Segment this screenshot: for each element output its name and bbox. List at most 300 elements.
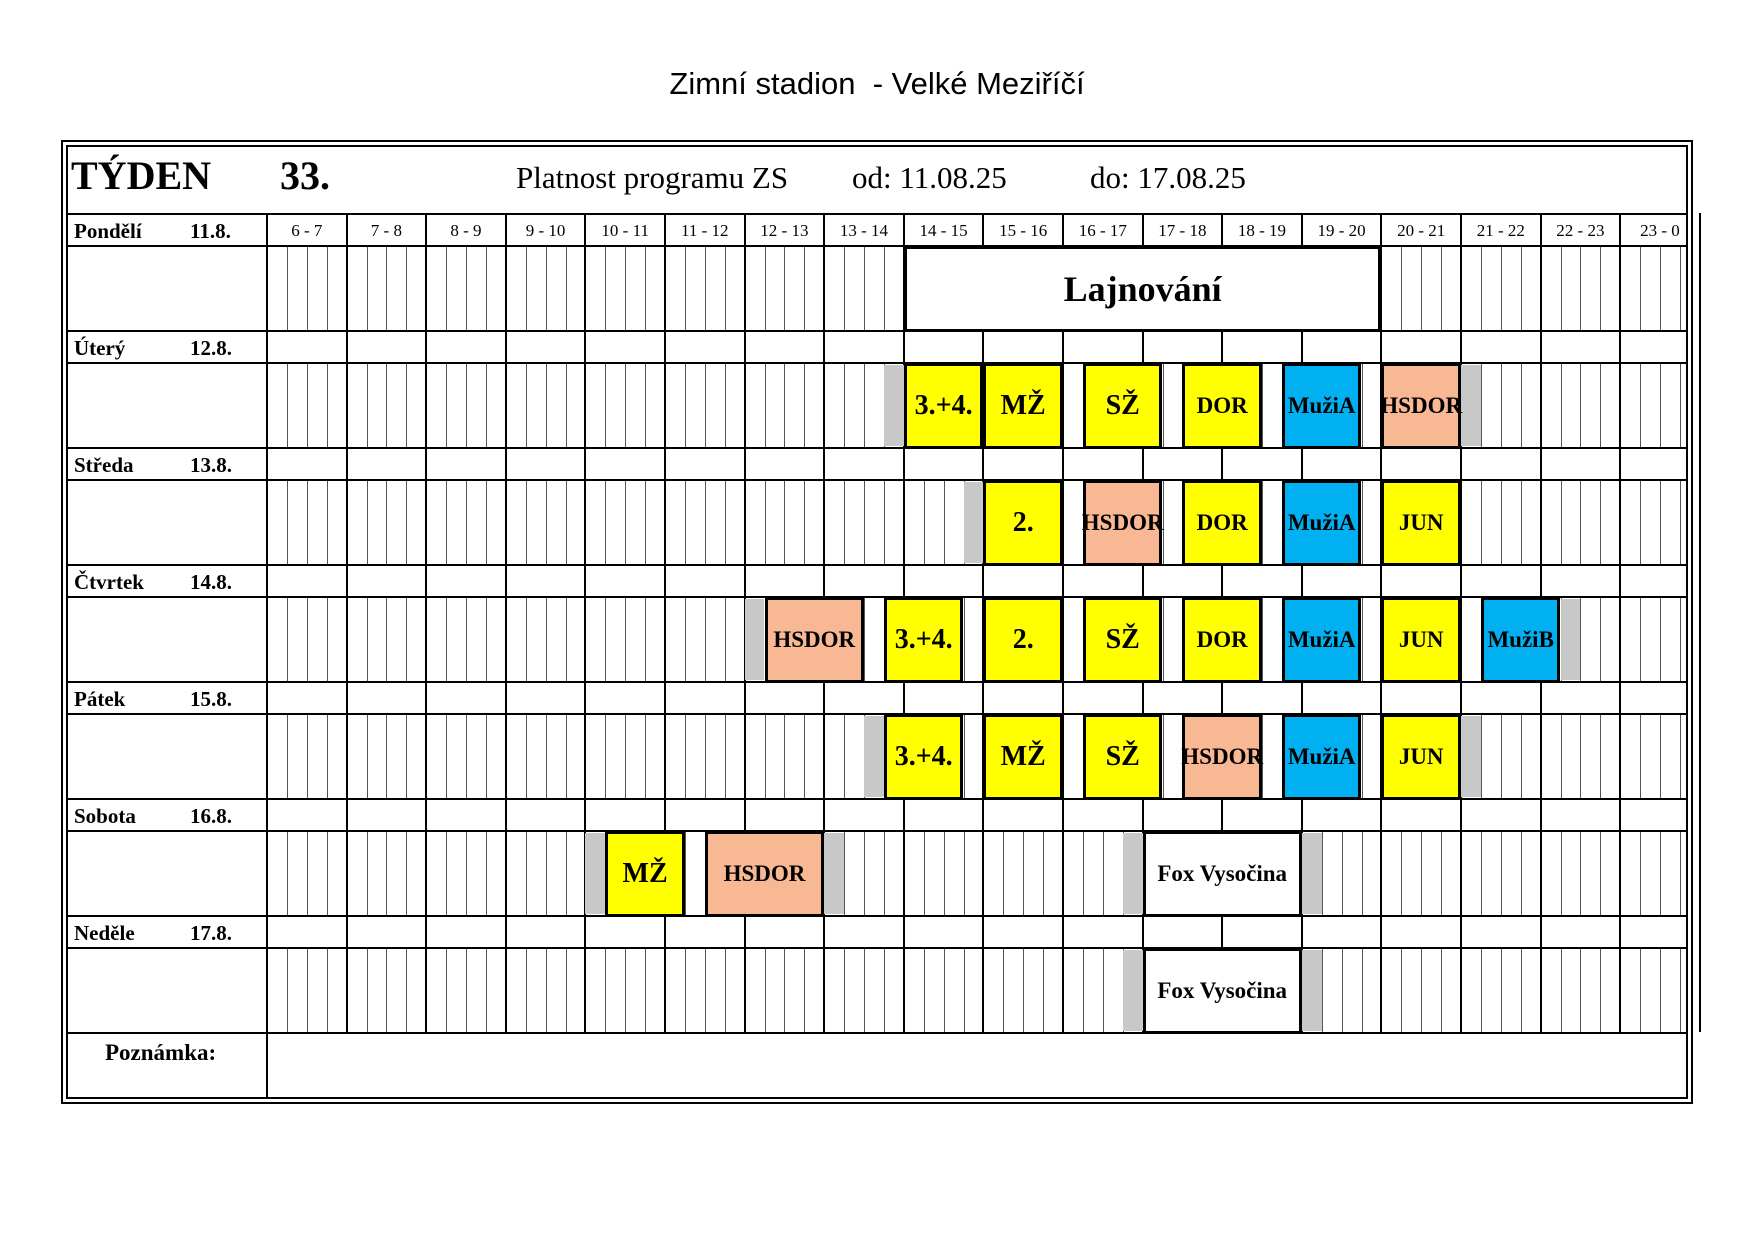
day-name: Neděle	[74, 921, 135, 945]
quarter-line	[526, 247, 527, 330]
quarter-line	[566, 481, 567, 564]
event-label: MŽ	[1000, 389, 1046, 421]
event-block[interactable]	[1182, 363, 1262, 449]
quarter-line	[765, 715, 766, 798]
quarter-line	[705, 364, 706, 447]
quarter-line	[844, 949, 845, 1032]
quarter-line	[944, 481, 945, 564]
quarter-line	[765, 247, 766, 330]
note-separator	[66, 1032, 1688, 1034]
event-label: HS	[1081, 510, 1113, 536]
quarter-line	[844, 832, 845, 915]
hour-line	[1619, 213, 1621, 1032]
quarter-line	[367, 949, 368, 1032]
page-title: Zimní stadion - Velké Meziříčí	[669, 66, 1085, 101]
quarter-line	[466, 247, 467, 330]
quarter-line	[1561, 364, 1562, 447]
quarter-line	[307, 481, 308, 564]
day-name: Pondělí	[74, 219, 142, 243]
quarter-line	[466, 364, 467, 447]
quarter-line	[466, 949, 467, 1032]
quarter-line	[804, 715, 805, 798]
quarter-line	[327, 364, 328, 447]
quarter-line	[1561, 247, 1562, 330]
quarter-line	[1580, 598, 1581, 681]
header-separator	[66, 213, 1688, 215]
event-label: JUN	[1398, 744, 1444, 770]
event-label: DOR	[804, 627, 856, 653]
quarter-line	[725, 247, 726, 330]
quarter-line	[1481, 247, 1482, 330]
quarter-line	[566, 949, 567, 1032]
event-label: HS	[773, 627, 805, 653]
quarter-line	[1103, 949, 1104, 1032]
event-block[interactable]	[605, 831, 685, 917]
quarter-line	[526, 364, 527, 447]
time-slot-label: 15 - 16	[999, 221, 1048, 240]
quarter-line	[1262, 481, 1263, 564]
quarter-line	[386, 247, 387, 330]
quarter-line	[446, 247, 447, 330]
quarter-line	[466, 481, 467, 564]
quarter-line	[1481, 364, 1482, 447]
quarter-line	[1640, 832, 1641, 915]
quarter-line	[864, 364, 865, 447]
quarter-line	[287, 247, 288, 330]
quarter-line	[1441, 949, 1442, 1032]
event-label: 3.+4.	[914, 389, 973, 421]
quarter-line	[307, 949, 308, 1032]
quarter-line	[526, 832, 527, 915]
quarter-line	[1401, 949, 1402, 1032]
quarter-line	[804, 364, 805, 447]
quarter-line	[526, 949, 527, 1032]
event-block[interactable]	[1083, 480, 1163, 566]
quarter-line	[944, 832, 945, 915]
quarter-line	[625, 364, 626, 447]
prep-bar	[1302, 833, 1322, 914]
day-name: Pátek	[74, 687, 126, 711]
quarter-line	[804, 949, 805, 1032]
quarter-line	[645, 715, 646, 798]
event-block[interactable]	[983, 714, 1063, 800]
quarter-line	[1580, 949, 1581, 1032]
quarter-line	[307, 598, 308, 681]
event-block[interactable]	[884, 714, 964, 800]
event-label: HS	[1181, 744, 1212, 770]
event-block[interactable]	[1381, 480, 1461, 566]
quarter-line	[1680, 832, 1681, 915]
quarter-line	[486, 832, 487, 915]
event-label: A	[1338, 510, 1356, 536]
quarter-line	[725, 481, 726, 564]
event-label: DOR	[1112, 510, 1164, 536]
prep-bar	[1561, 599, 1581, 680]
quarter-line	[327, 247, 328, 330]
quarter-line	[1600, 481, 1601, 564]
event-label: Muži	[1287, 510, 1339, 536]
quarter-line	[1003, 949, 1004, 1032]
event-block[interactable]	[705, 831, 824, 917]
quarter-line	[725, 364, 726, 447]
quarter-line	[367, 832, 368, 915]
event-label: DOR	[1211, 744, 1264, 770]
event-block[interactable]	[904, 246, 1382, 332]
event-block[interactable]	[1381, 714, 1461, 800]
quarter-line	[367, 247, 368, 330]
quarter-line	[1521, 715, 1522, 798]
day-date: 14.8.	[190, 570, 232, 594]
quarter-line	[1521, 832, 1522, 915]
quarter-line	[1043, 949, 1044, 1032]
time-slot-label: 10 - 11	[601, 221, 649, 240]
quarter-line	[406, 481, 407, 564]
quarter-line	[1640, 364, 1641, 447]
quarter-line	[566, 715, 567, 798]
quarter-line	[685, 598, 686, 681]
quarter-line	[446, 949, 447, 1032]
day-name: Sobota	[74, 804, 136, 828]
quarter-line	[725, 598, 726, 681]
day-date: 17.8.	[190, 921, 232, 945]
quarter-line	[566, 364, 567, 447]
quarter-line	[446, 715, 447, 798]
quarter-line	[944, 949, 945, 1032]
quarter-line	[486, 247, 487, 330]
quarter-line	[1660, 598, 1661, 681]
event-label: Fox Vysočina	[1157, 861, 1288, 887]
quarter-line	[1640, 949, 1641, 1032]
quarter-line	[924, 481, 925, 564]
quarter-line	[287, 598, 288, 681]
week-label: TÝDEN	[71, 153, 212, 198]
event-label: 3.+4.	[894, 623, 953, 655]
quarter-line	[1421, 247, 1422, 330]
quarter-line	[1580, 364, 1581, 447]
quarter-line	[1501, 247, 1502, 330]
quarter-line	[685, 832, 686, 915]
event-block[interactable]	[1381, 597, 1461, 683]
row-separator	[66, 947, 1688, 949]
event-label: SŽ	[1105, 389, 1140, 421]
quarter-line	[1680, 949, 1681, 1032]
time-slot-label: 13 - 14	[839, 221, 889, 240]
quarter-line	[486, 598, 487, 681]
quarter-line	[1481, 832, 1482, 915]
event-block[interactable]	[1143, 831, 1302, 917]
event-label: HS	[1380, 393, 1411, 419]
quarter-line	[1640, 598, 1641, 681]
quarter-line	[1561, 949, 1562, 1032]
quarter-line	[924, 949, 925, 1032]
day-name: Středa	[74, 453, 134, 477]
quarter-line	[1680, 247, 1681, 330]
quarter-line	[1600, 832, 1601, 915]
quarter-line	[625, 598, 626, 681]
event-label: Muži	[1287, 393, 1339, 419]
event-label: DOR	[1196, 627, 1248, 653]
event-label: 2.	[1012, 623, 1034, 655]
quarter-line	[844, 715, 845, 798]
quarter-line	[705, 481, 706, 564]
quarter-line	[1660, 364, 1661, 447]
quarter-line	[1521, 481, 1522, 564]
event-label: Fox Vysočina	[1157, 978, 1288, 1004]
time-slot-label: 21 - 22	[1476, 221, 1525, 240]
quarter-line	[1600, 598, 1601, 681]
event-block[interactable]	[1282, 363, 1362, 449]
event-label: JUN	[1398, 627, 1444, 653]
quarter-line	[1401, 832, 1402, 915]
quarter-line	[307, 364, 308, 447]
event-block[interactable]	[1282, 597, 1362, 683]
quarter-line	[725, 949, 726, 1032]
quarter-line	[1600, 715, 1601, 798]
quarter-line	[1322, 949, 1323, 1032]
quarter-line	[625, 949, 626, 1032]
quarter-line	[466, 715, 467, 798]
quarter-line	[1023, 832, 1024, 915]
quarter-line	[406, 364, 407, 447]
quarter-line	[386, 481, 387, 564]
quarter-line	[386, 598, 387, 681]
quarter-line	[784, 364, 785, 447]
event-block[interactable]	[1083, 597, 1163, 683]
row-separator	[66, 330, 1688, 332]
quarter-line	[1580, 832, 1581, 915]
quarter-line	[546, 481, 547, 564]
quarter-line	[566, 598, 567, 681]
quarter-line	[1163, 715, 1164, 798]
quarter-line	[784, 481, 785, 564]
event-block[interactable]	[1083, 363, 1163, 449]
quarter-line	[1322, 832, 1323, 915]
quarter-line	[645, 949, 646, 1032]
quarter-line	[1501, 364, 1502, 447]
prep-bar	[964, 482, 984, 563]
event-label: SŽ	[1105, 740, 1140, 772]
quarter-line	[287, 481, 288, 564]
quarter-line	[1421, 832, 1422, 915]
quarter-line	[486, 481, 487, 564]
event-label: DOR	[1410, 393, 1463, 419]
event-block[interactable]	[1182, 597, 1262, 683]
quarter-line	[446, 832, 447, 915]
event-label: MŽ	[622, 857, 668, 889]
quarter-line	[625, 247, 626, 330]
quarter-line	[1660, 832, 1661, 915]
quarter-line	[1561, 481, 1562, 564]
event-block[interactable]	[1182, 714, 1262, 800]
event-label: HS	[723, 861, 755, 887]
time-slot-label: 12 - 13	[760, 221, 809, 240]
quarter-line	[327, 481, 328, 564]
quarter-line	[964, 598, 965, 681]
event-block[interactable]	[765, 597, 865, 683]
quarter-line	[526, 715, 527, 798]
quarter-line	[1362, 481, 1363, 564]
quarter-line	[784, 247, 785, 330]
quarter-line	[1521, 247, 1522, 330]
quarter-line	[685, 715, 686, 798]
quarter-line	[307, 832, 308, 915]
event-block[interactable]	[1182, 480, 1262, 566]
quarter-line	[784, 715, 785, 798]
quarter-line	[1501, 832, 1502, 915]
event-label: Muži	[1287, 744, 1339, 770]
quarter-line	[705, 598, 706, 681]
time-slot-label: 7 - 8	[370, 221, 402, 240]
quarter-line	[307, 247, 308, 330]
quarter-line	[1580, 247, 1581, 330]
week-number: 33.	[280, 153, 330, 198]
quarter-line	[964, 949, 965, 1032]
quarter-line	[844, 247, 845, 330]
quarter-line	[287, 949, 288, 1032]
quarter-line	[1600, 949, 1601, 1032]
prep-bar	[824, 833, 844, 914]
validity-label: Platnost programu ZS	[516, 160, 789, 195]
quarter-line	[605, 364, 606, 447]
day-date: 15.8.	[190, 687, 232, 711]
event-label: 3.+4.	[894, 740, 953, 772]
quarter-line	[1600, 247, 1601, 330]
quarter-line	[1023, 949, 1024, 1032]
quarter-line	[486, 715, 487, 798]
quarter-line	[566, 247, 567, 330]
quarter-line	[765, 364, 766, 447]
quarter-line	[1660, 949, 1661, 1032]
quarter-line	[1680, 364, 1681, 447]
quarter-line	[327, 949, 328, 1032]
note-label: Poznámka:	[105, 1040, 217, 1065]
hour-line	[346, 213, 348, 1032]
quarter-line	[1262, 364, 1263, 447]
prep-bar	[1123, 833, 1143, 914]
quarter-line	[784, 949, 785, 1032]
day-date: 11.8.	[190, 219, 231, 243]
quarter-line	[1421, 949, 1422, 1032]
quarter-line	[486, 949, 487, 1032]
event-block[interactable]	[983, 480, 1063, 566]
time-slot-label: 11 - 12	[681, 221, 729, 240]
quarter-line	[367, 598, 368, 681]
valid-to: do: 17.08.25	[1090, 160, 1246, 195]
prep-bar	[1302, 950, 1322, 1031]
quarter-line	[645, 481, 646, 564]
quarter-line	[446, 481, 447, 564]
row-separator	[66, 830, 1688, 832]
day-name: Čtvrtek	[74, 570, 144, 594]
quarter-line	[466, 832, 467, 915]
quarter-line	[1481, 481, 1482, 564]
event-block[interactable]	[983, 597, 1063, 683]
time-slot-label: 14 - 15	[919, 221, 968, 240]
quarter-line	[446, 598, 447, 681]
row-separator	[66, 915, 1688, 917]
event-block[interactable]	[1083, 714, 1163, 800]
quarter-line	[546, 598, 547, 681]
event-label: B	[1538, 627, 1554, 653]
quarter-line	[1342, 949, 1343, 1032]
prep-bar	[1123, 950, 1143, 1031]
event-block[interactable]	[1481, 597, 1561, 683]
quarter-line	[287, 364, 288, 447]
quarter-line	[1083, 949, 1084, 1032]
quarter-line	[1521, 949, 1522, 1032]
event-block[interactable]	[1282, 480, 1362, 566]
hour-line	[1699, 213, 1701, 1032]
quarter-line	[1103, 832, 1104, 915]
quarter-line	[1501, 481, 1502, 564]
quarter-line	[327, 715, 328, 798]
quarter-line	[804, 481, 805, 564]
event-label: SŽ	[1105, 623, 1140, 655]
quarter-line	[386, 949, 387, 1032]
quarter-line	[1501, 949, 1502, 1032]
time-slot-label: 20 - 21	[1397, 221, 1446, 240]
day-date: 12.8.	[190, 336, 232, 360]
quarter-line	[725, 715, 726, 798]
event-block[interactable]	[1381, 363, 1461, 449]
quarter-line	[1401, 247, 1402, 330]
quarter-line	[1680, 598, 1681, 681]
hour-line	[505, 213, 507, 1032]
quarter-line	[406, 247, 407, 330]
event-label: MŽ	[1000, 740, 1046, 772]
event-label: A	[1338, 627, 1356, 653]
quarter-line	[546, 247, 547, 330]
quarter-line	[1262, 598, 1263, 681]
quarter-line	[1521, 364, 1522, 447]
event-block[interactable]	[1282, 714, 1362, 800]
quarter-line	[1481, 715, 1482, 798]
quarter-line	[1580, 481, 1581, 564]
quarter-line	[605, 481, 606, 564]
quarter-line	[1441, 247, 1442, 330]
quarter-line	[1660, 247, 1661, 330]
quarter-line	[1600, 364, 1601, 447]
quarter-line	[1342, 832, 1343, 915]
quarter-line	[1481, 949, 1482, 1032]
quarter-line	[1362, 715, 1363, 798]
event-block[interactable]	[884, 597, 964, 683]
quarter-line	[705, 715, 706, 798]
quarter-line	[1640, 715, 1641, 798]
quarter-line	[526, 481, 527, 564]
quarter-line	[1561, 715, 1562, 798]
day-date: 13.8.	[190, 453, 232, 477]
event-block[interactable]	[983, 363, 1063, 449]
event-block[interactable]	[1143, 948, 1302, 1034]
quarter-line	[1580, 715, 1581, 798]
quarter-line	[605, 715, 606, 798]
quarter-line	[1640, 481, 1641, 564]
quarter-line	[605, 949, 606, 1032]
event-block[interactable]	[904, 363, 984, 449]
quarter-line	[386, 832, 387, 915]
quarter-line	[1163, 364, 1164, 447]
event-label: 2.	[1012, 506, 1034, 538]
quarter-line	[605, 247, 606, 330]
quarter-line	[685, 949, 686, 1032]
quarter-line	[1362, 832, 1363, 915]
quarter-line	[804, 247, 805, 330]
quarter-line	[546, 949, 547, 1032]
time-slot-label: 9 - 10	[525, 221, 566, 240]
time-slot-label: 18 - 19	[1237, 221, 1287, 240]
quarter-line	[307, 715, 308, 798]
